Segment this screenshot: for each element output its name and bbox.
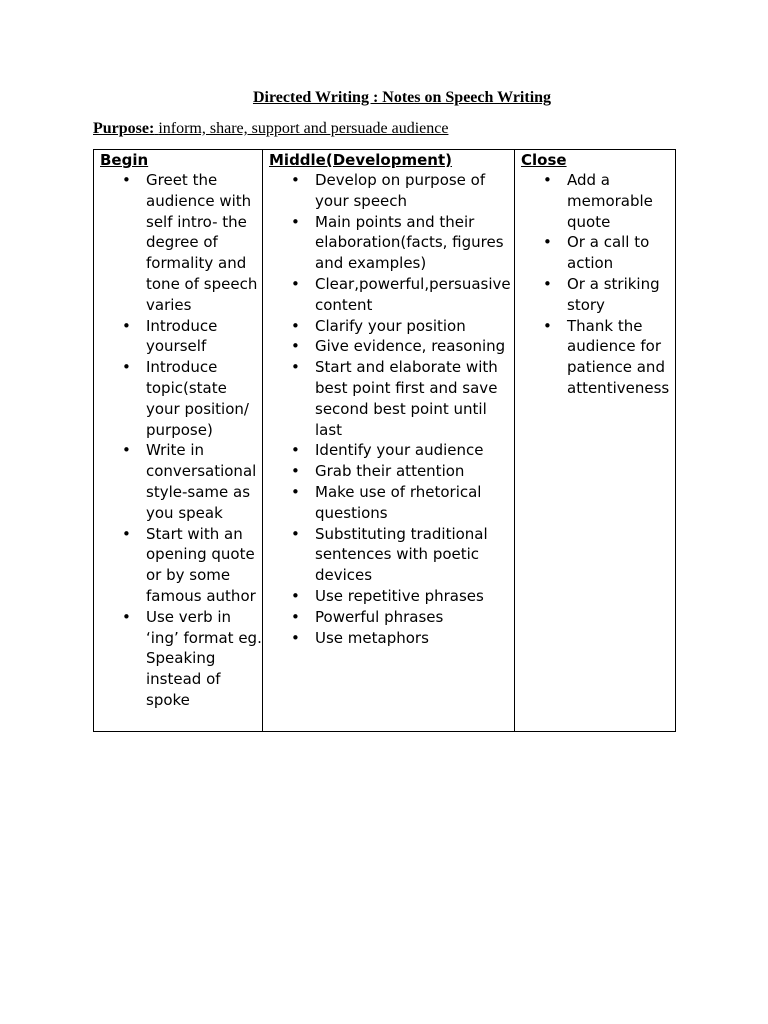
list-item: • Start and elaborate with best point first and save second best point until last	[269, 357, 514, 440]
table-row	[94, 150, 676, 732]
list-item: • Substituting traditional sentences with poetic devices	[269, 524, 514, 586]
list-item: • Powerful phrases	[269, 607, 514, 628]
middle-list	[269, 170, 514, 648]
list-item: • Write in conversational style-same as you speak	[100, 440, 262, 523]
list-item: • Introduce topic(state your position/ purpose)	[100, 357, 262, 440]
list-item: • Add a memorable quote	[521, 170, 675, 232]
list-item: • Clarify your position	[269, 316, 514, 337]
begin-list	[100, 170, 262, 711]
purpose-label: Purpose:	[93, 120, 155, 137]
list-item: • Use repetitive phrases	[269, 586, 514, 607]
list-item: • Identify your audience	[269, 440, 514, 461]
list-item: • Or a call to action	[521, 232, 675, 274]
list-item: • Introduce yourself	[100, 316, 262, 358]
list-item: • Start with an opening quote or by some famous author	[100, 524, 262, 607]
list-item: • Thank the audience for patience and attentiveness	[521, 316, 675, 399]
middle-column	[263, 150, 515, 732]
list-item: • Main points and their elaboration(facts, figures and examples)	[269, 212, 514, 274]
speech-notes-table	[93, 149, 676, 732]
middle-heading: Middle(Development)	[269, 151, 452, 169]
list-item: • Develop on purpose of your speech	[269, 170, 514, 212]
list-item: • Use metaphors	[269, 628, 514, 649]
begin-column	[94, 150, 263, 732]
list-item: • Make use of rhetorical questions	[269, 482, 514, 524]
purpose-line	[93, 119, 448, 139]
close-column	[515, 150, 676, 732]
list-item: • Clear,powerful,persuasive content	[269, 274, 514, 316]
list-item: • Or a striking story	[521, 274, 675, 316]
list-item: • Use verb in ‘ing’ format eg. Speaking instead of spoke	[100, 607, 262, 711]
purpose-text: inform, share, support and persuade audience	[158, 120, 449, 137]
list-item: • Greet the audience with self intro- the degree of formality and tone of speech varies	[100, 170, 262, 316]
document-title: Directed Writing : Notes on Speech Writing	[252, 89, 552, 106]
close-list	[521, 170, 675, 399]
close-heading: Close	[521, 151, 567, 169]
begin-heading: Begin	[100, 151, 149, 169]
list-item: • Grab their attention	[269, 461, 514, 482]
list-item: • Give evidence, reasoning	[269, 336, 514, 357]
